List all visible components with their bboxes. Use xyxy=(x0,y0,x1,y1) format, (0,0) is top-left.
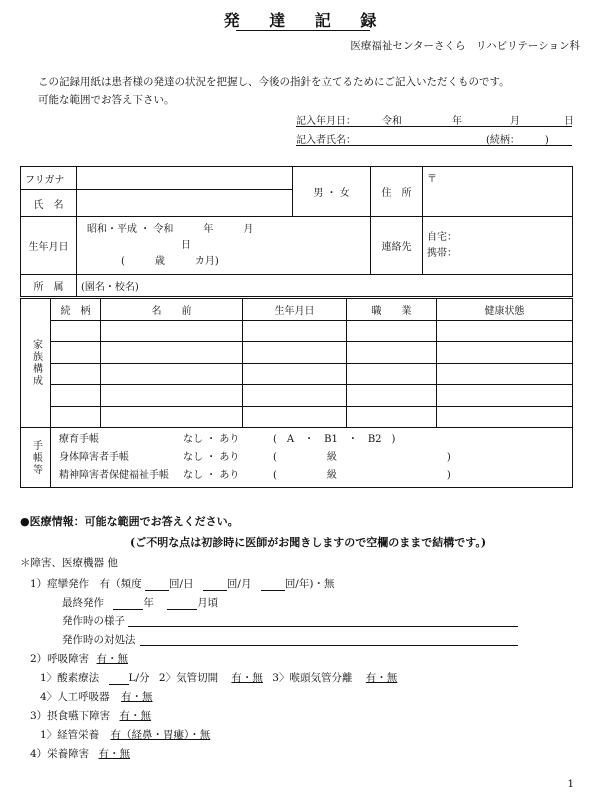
seizure-per-day-input[interactable] xyxy=(145,579,169,591)
home-phone-label: 自宅： xyxy=(427,231,458,243)
tube-label: 1〉経管栄養 xyxy=(40,729,100,741)
date-field[interactable] xyxy=(296,110,572,127)
respiratory-label: 2）呼吸障害 xyxy=(30,653,90,665)
ventilator-line[interactable] xyxy=(40,689,153,704)
birth-age: ( 歳 カ月) xyxy=(121,255,219,267)
patient-info-table xyxy=(20,166,573,297)
address-input[interactable] xyxy=(423,167,573,217)
handbook-detail: ( 級 ) xyxy=(273,451,451,463)
tube-options[interactable]: 有（経鼻・胃瘻）・無 xyxy=(110,729,211,741)
family-label-cell xyxy=(21,299,51,428)
last-seizure-year: 年 xyxy=(143,597,154,609)
date-era: 令和 xyxy=(382,116,402,127)
tracheo-yes-no[interactable]: 有・無 xyxy=(231,672,263,684)
laryngo-yes-no[interactable]: 有・無 xyxy=(365,672,398,684)
seizure-per-month-input[interactable] xyxy=(203,579,227,591)
date-label: 記入年月日： xyxy=(296,116,356,127)
intro-text xyxy=(38,73,510,109)
department-name: 医療福祉センターさくら リハビリテーション科 xyxy=(350,40,580,52)
handbook-label: 手帳等 xyxy=(30,439,42,476)
family-header-birth: 生年月日 xyxy=(243,299,347,321)
per-month-unit: 回/月 xyxy=(226,578,252,590)
ventilator-yes-no[interactable]: 有・無 xyxy=(121,691,153,703)
last-seizure-month-input[interactable] xyxy=(167,598,197,610)
handbook-name: 身体障害者手帳 xyxy=(59,451,129,463)
family-row[interactable] xyxy=(21,406,573,428)
last-seizure-line[interactable] xyxy=(62,595,218,610)
ventilator-label: 4〉人工呼吸器 xyxy=(40,691,110,703)
title-underline xyxy=(236,30,370,31)
birth-day: 日 xyxy=(181,239,191,251)
intro-line-1: この記録用紙は患者様の発達の状況を把握し、今後の指針を立てるためにご記入いただくものです。 xyxy=(38,76,510,88)
family-header-health: 健康状態 xyxy=(437,299,573,321)
handbook-row[interactable] xyxy=(59,467,564,485)
seizure-response-input[interactable] xyxy=(140,645,518,646)
intro-line-2: 可能な範囲でお答え下さい。 xyxy=(38,94,175,106)
seizure-response-label: 発作時の対処法 xyxy=(62,634,136,646)
writer-field[interactable] xyxy=(296,129,572,146)
handbook-label-cell xyxy=(21,428,51,488)
swallow-label: 3）摂食嚥下障害 xyxy=(30,710,111,722)
handbook-row[interactable] xyxy=(59,449,564,467)
postal-mark: 〒 xyxy=(427,174,438,185)
last-seizure-month: 月頃 xyxy=(197,597,219,609)
birth-label: 生年月日 xyxy=(21,217,77,275)
document-title: 発 達 記 録 xyxy=(223,11,389,30)
contact-input[interactable] xyxy=(423,217,573,275)
handbook-detail: ( 級 ) xyxy=(273,469,451,481)
birth-input[interactable] xyxy=(77,217,371,275)
furigana-label: フリガナ xyxy=(21,167,77,190)
seizure-label: 1）痙攣発作 有（頻度 xyxy=(30,578,142,590)
family-header-job: 職 業 xyxy=(347,299,437,321)
name-label: 氏 名 xyxy=(21,190,77,217)
family-row[interactable] xyxy=(21,363,573,385)
medical-subtitle: ＊障害、医療機器 他 xyxy=(20,557,118,569)
affiliation-label: 所 属 xyxy=(21,275,77,297)
affiliation-input[interactable] xyxy=(77,275,573,297)
affiliation-hint: (園名・校名) xyxy=(81,282,139,293)
seizure-per-year-input[interactable] xyxy=(261,579,285,591)
page-number: 1 xyxy=(567,778,574,790)
family-table xyxy=(20,298,573,488)
furigana-input[interactable] xyxy=(77,167,293,190)
address-label: 住 所 xyxy=(371,167,423,217)
last-seizure-year-input[interactable] xyxy=(113,598,143,610)
birth-eras: 昭和・平成 ・ 令和 年 月 xyxy=(87,223,254,235)
oxygen-input[interactable] xyxy=(109,673,129,685)
family-row[interactable] xyxy=(21,342,573,364)
tube-line[interactable] xyxy=(40,727,210,742)
medical-title: ●医療情報：可能な範囲でお答えください。 xyxy=(20,515,239,528)
nutrition-line[interactable] xyxy=(30,746,130,761)
writer-label: 記入者氏名： xyxy=(296,135,356,146)
medical-note: (ご不明な点は初診時に医師がお聞きしますので空欄のままで結構です。) xyxy=(130,536,487,549)
name-input[interactable] xyxy=(77,190,293,217)
nutrition-label: 4）栄養障害 xyxy=(30,748,90,760)
per-day-unit: 回/日 xyxy=(169,578,194,590)
family-header-relation: 続 柄 xyxy=(51,299,101,321)
family-row[interactable] xyxy=(21,320,573,342)
date-month: 月 xyxy=(510,116,520,127)
family-header-name: 名 前 xyxy=(101,299,243,321)
handbook-option: なし ・ あり xyxy=(183,469,240,481)
seizure-line[interactable] xyxy=(30,576,334,591)
family-label: 家族構成 xyxy=(30,339,42,387)
date-year: 年 xyxy=(452,116,462,127)
tracheo-label: 2〉気管切開 xyxy=(158,672,219,684)
oxygen-label: 1〉酸素療法 xyxy=(40,672,100,684)
handbook-cell[interactable] xyxy=(51,428,573,488)
date-day: 日 xyxy=(564,116,574,127)
sex-select[interactable]: 男 ・ 女 xyxy=(293,167,371,217)
per-year-unit: 回/年)・無 xyxy=(284,578,335,590)
handbook-row[interactable] xyxy=(59,431,564,449)
handbook-detail: ( A ・ B1 ・ B2 ) xyxy=(273,433,396,445)
contact-label: 連絡先 xyxy=(371,217,423,275)
handbook-name: 療育手帳 xyxy=(59,433,99,445)
relation-label: (続柄： ) xyxy=(486,135,549,146)
respiratory-yes-no[interactable]: 有・無 xyxy=(96,653,129,665)
respiratory-detail-line[interactable] xyxy=(40,670,397,685)
handbook-option: なし ・ あり xyxy=(183,451,240,463)
nutrition-yes-no[interactable]: 有・無 xyxy=(98,748,131,760)
respiratory-line[interactable] xyxy=(30,651,128,666)
family-row[interactable] xyxy=(21,385,573,407)
laryngo-label: 3〉喉頭気管分離 xyxy=(272,672,353,684)
handbook-option: なし ・ あり xyxy=(183,433,240,445)
seizure-state-label: 発作時の様子 xyxy=(62,615,125,627)
last-seizure-label: 最終発作 xyxy=(62,597,104,609)
oxygen-unit: L/分 xyxy=(128,672,150,684)
seizure-state-input[interactable] xyxy=(128,626,518,627)
handbook-name: 精神障害者保健福祉手帳 xyxy=(59,469,169,481)
mobile-phone-label: 携帯： xyxy=(427,247,458,259)
swallow-line[interactable] xyxy=(30,708,151,723)
swallow-yes-no[interactable]: 有・無 xyxy=(119,710,152,722)
